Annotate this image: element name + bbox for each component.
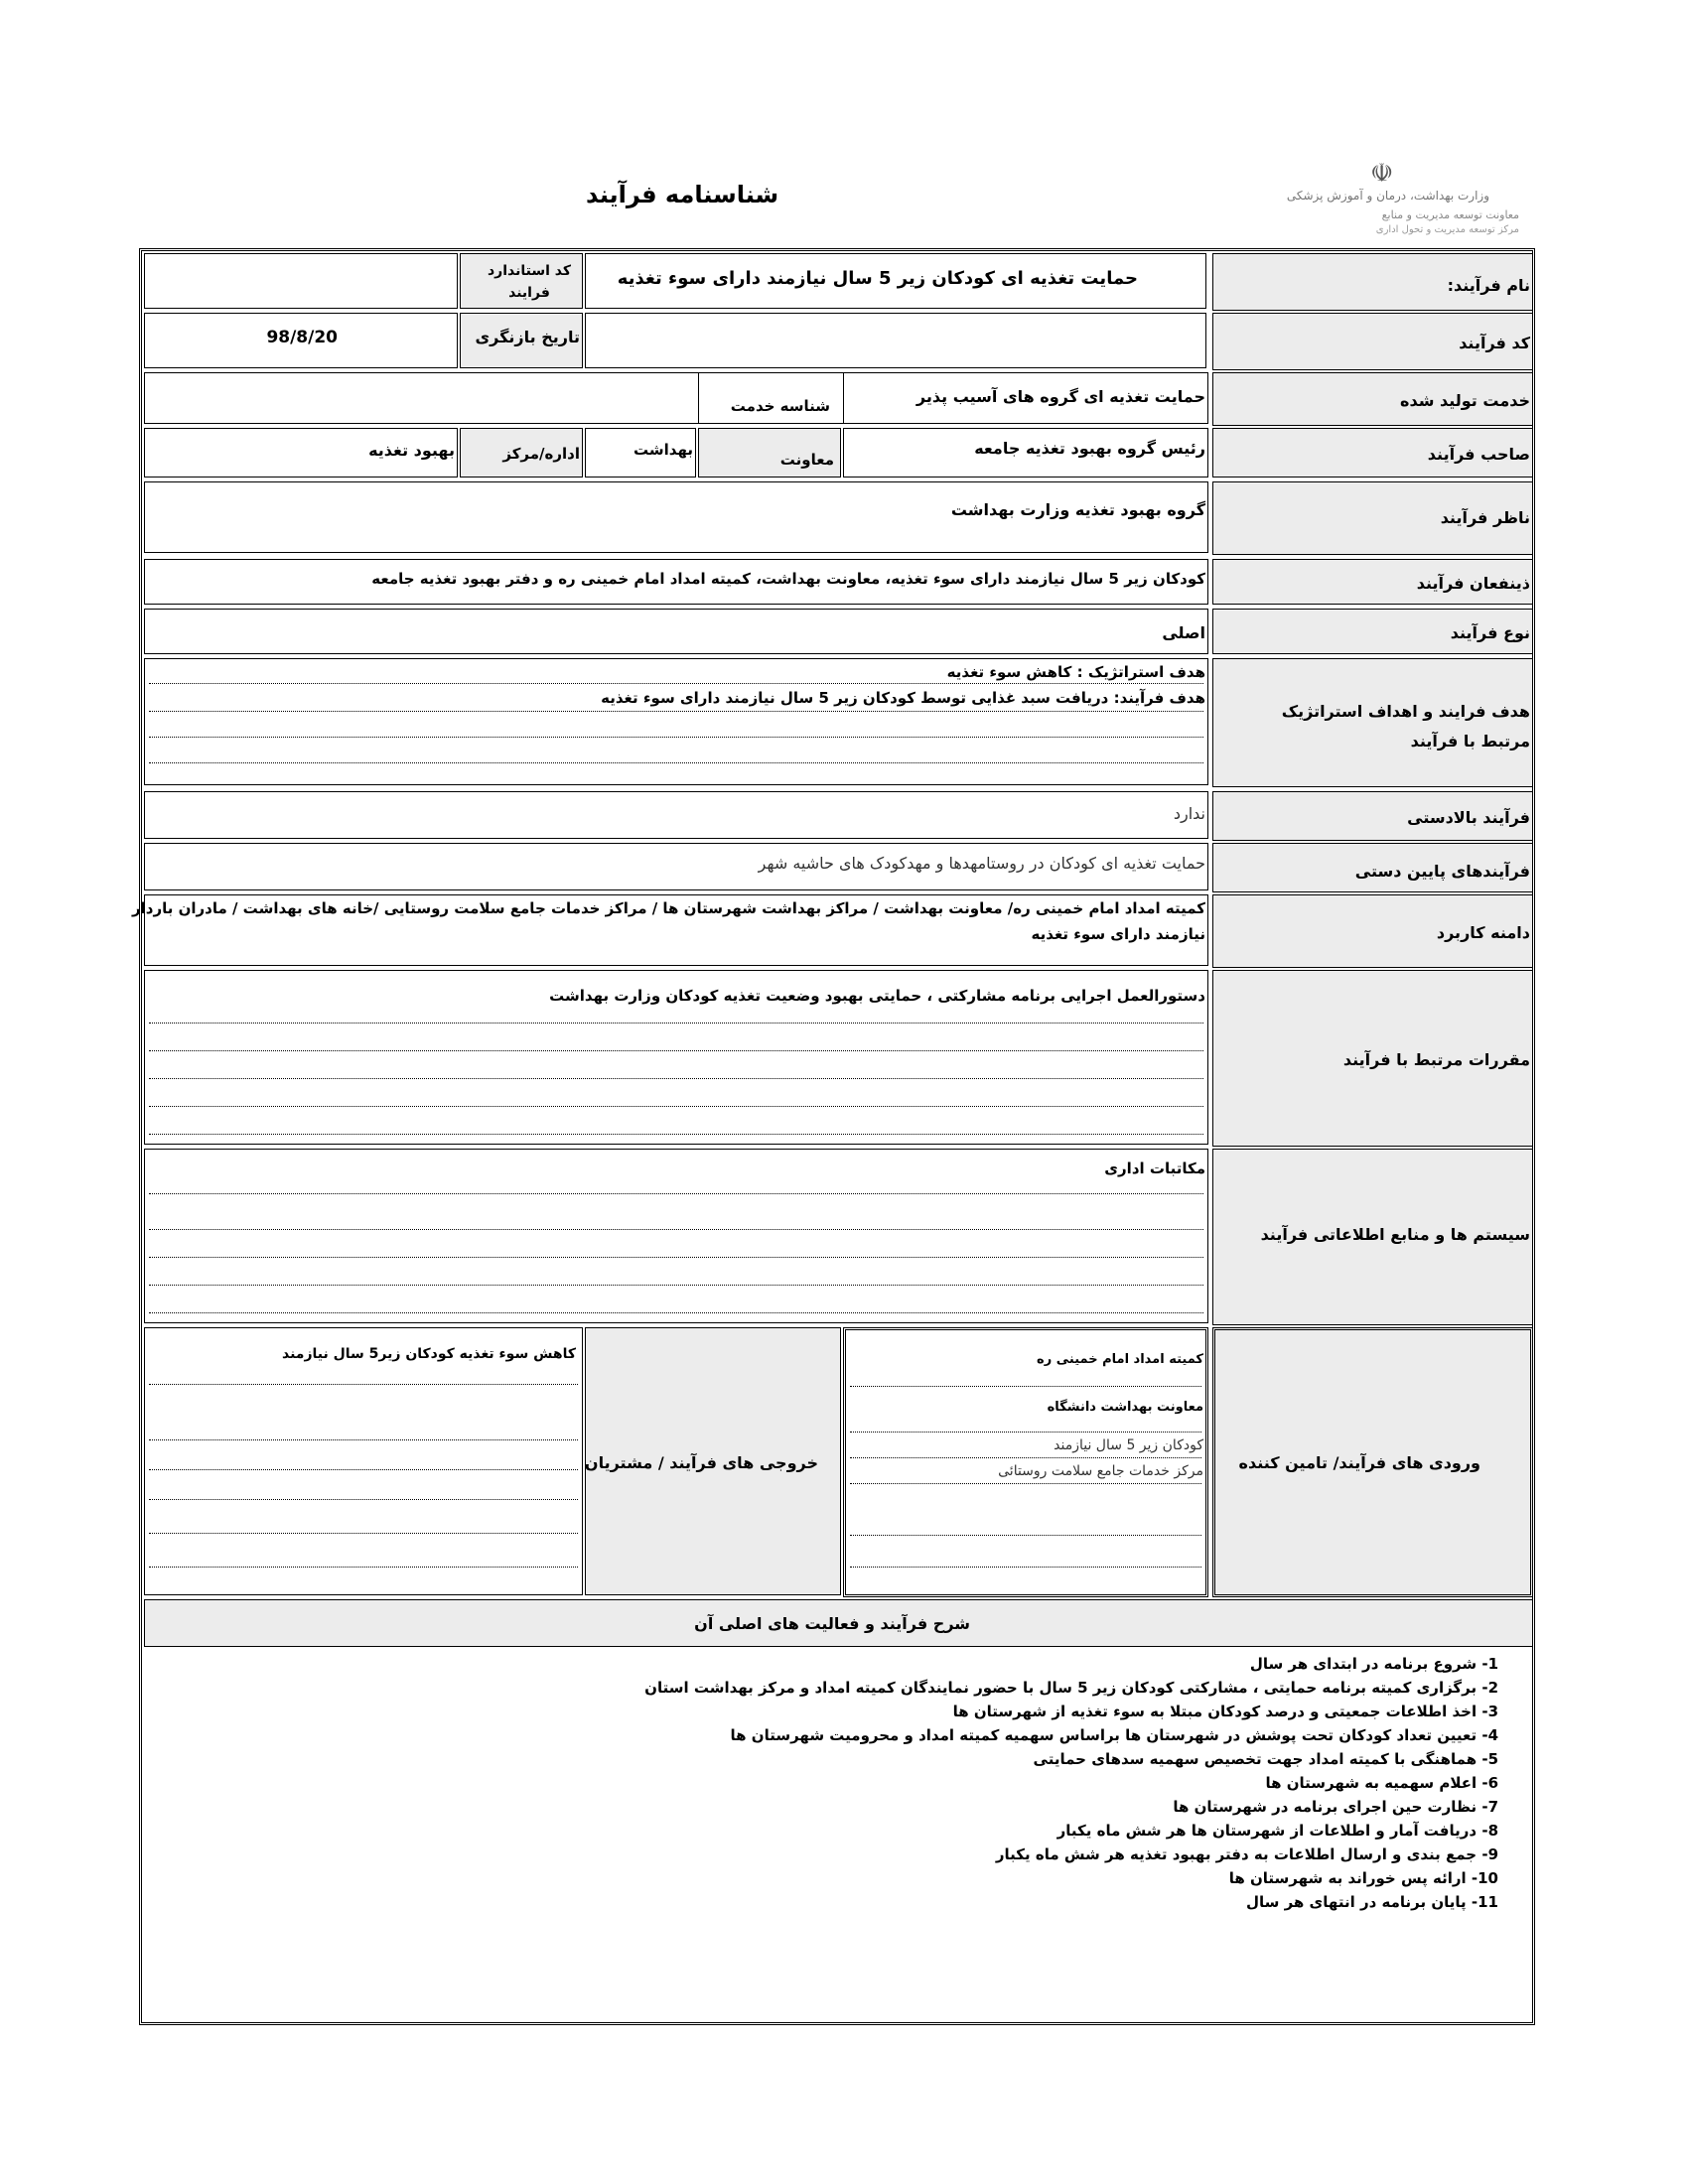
code-label: کد فرآیند [1459,334,1530,352]
inputs-label-cell [1212,1327,1533,1597]
process-form [131,248,1535,2025]
office-label: اداره/مرکز [502,445,580,463]
beneficiaries-value: کودکان زیر 5 سال نیازمند دارای سوء تغذیه، معاونت بهداشت، کمیته امداد امام خمینی ره و دفتر بهبود تغذیه جامعه [371,570,1205,588]
service-divider-2 [698,372,699,424]
type-value-cell [144,609,1208,654]
systems-label: سیستم ها و منابع اطلاعاتی فرآیند [1260,1225,1530,1244]
scope-value-cell [131,894,1208,966]
step-item: 5- هماهنگی با کمیته امداد جهت تخصیص سهمیه سدهای حمایتی [1033,1750,1498,1768]
type-label-cell [1212,609,1533,654]
supervisor-label: ناظر فرآیند [1440,508,1530,527]
regulations-value: دستورالعمل اجرایی برنامه مشارکتی ، حمایتی بهبود وضعیت تغذیه کودکان وزارت بهداشت [549,987,1205,1005]
scope-label: دامنه کاربرد [1436,923,1530,942]
step-item: 8- دریافت آمار و اطلاعات از شهرستان ها هر شش ماه یکبار [1056,1822,1498,1840]
service-label: خدمت تولید شده [1400,391,1530,410]
dotted-line [850,1567,1201,1568]
dotted-line [149,1384,578,1385]
systems-value-cell [144,1149,1208,1323]
office-value-cell [144,428,458,478]
supervisor-value: گروه بهبود تغذیه وزارت بهداشت [950,500,1205,519]
service-divider-1 [843,372,844,424]
name-value-cell [585,253,1206,309]
dotted-line [149,1499,578,1500]
systems-value: مکاتبات اداری [1104,1160,1205,1177]
dotted-line [149,737,1203,738]
regulations-label-cell [1212,970,1533,1147]
steps-list [152,1655,1498,1992]
dotted-line [149,1050,1203,1051]
dotted-line [850,1432,1201,1433]
inputs-value-cell [843,1327,1208,1597]
review-date-label: تاریخ بازنگری [475,328,580,346]
service-value-cell [144,372,1208,424]
input-item: معاونت بهداشت دانشگاه [1047,1400,1203,1415]
dotted-line [850,1483,1201,1484]
upstream-label: فرآیند بالادستی [1407,808,1530,827]
deputy-label-cell [698,428,841,478]
service-id-label: شناسه خدمت [730,397,830,415]
dotted-line [149,711,1203,712]
dotted-line [149,1023,1203,1024]
downstream-value: حمایت تغذیه ای کودکان در روستامهدها و مهدکودک های حاشیه شهر [758,854,1205,873]
office-value: بهبود تغذیه [368,441,455,460]
dotted-line [850,1535,1201,1536]
logo-line-1: وزارت بهداشت، درمان و آموزش پزشکی [1286,189,1489,203]
supervisor-label-cell [1212,481,1533,555]
std-code-label: کد استاندارد فرایند [487,263,572,301]
dotted-line [149,762,1203,763]
supervisor-value-cell [144,481,1208,553]
outputs-label: خروجی های فرآیند / مشتریان [584,1453,818,1472]
dotted-line [149,1134,1203,1135]
review-date-label-cell [460,313,583,368]
outputs-value-cell [144,1327,583,1595]
goal-process: هدف فرآیند: دریافت سبد غذایی توسط کودکان زیر 5 سال نیازمند دارای سوء تغذیه [601,689,1205,707]
input-item: مرکز خدمات جامع سلامت روستائی [998,1463,1203,1479]
downstream-label-cell [1212,843,1533,892]
ministry-logo [1261,159,1519,238]
goals-value-cell [144,658,1208,785]
owner-value: رئیس گروه بهبود تغذیه جامعه [974,439,1205,458]
owner-value-cell [843,428,1208,478]
deputy-label: معاونت [779,451,834,469]
goals-label: هدف فرایند و اهداف استراتژیک مرتبط با فرآیند [1281,702,1530,751]
dotted-line [149,1229,1203,1230]
dotted-line [149,683,1203,684]
upstream-value: ندارد [1173,804,1205,823]
dotted-line [149,1439,578,1440]
input-item: کودکان زیر 5 سال نیازمند [1054,1437,1203,1453]
goals-label-cell [1212,658,1533,787]
downstream-label: فرآیندهای پایین دستی [1354,862,1530,881]
step-item: 4- تعیین تعداد کودکان تحت پوشش در شهرستان ها براساس سهمیه کمیته امداد و محرومیت شهرستان ها [730,1726,1498,1744]
review-date-value: 98/8/20 [266,328,338,347]
upstream-value-cell [144,791,1208,839]
code-value-cell [585,313,1206,368]
owner-label-cell [1212,428,1533,478]
owner-label: صاحب فرآیند [1427,445,1530,464]
description-header-cell [144,1599,1533,1647]
emblem-icon: ☫ [1370,159,1394,189]
dotted-line [149,1078,1203,1079]
deputy-value-cell [585,428,696,478]
service-value: حمایت تغذیه ای گروه های آسیب پذیر [915,387,1205,406]
beneficiaries-label: ذینفعان فرآیند [1416,574,1530,593]
downstream-value-cell [144,843,1208,890]
step-item: 9- جمع بندی و ارسال اطلاعات به دفتر بهبود تغذیه هر شش ماه یکبار [995,1845,1498,1863]
dotted-line [149,1285,1203,1286]
dotted-line [149,1469,578,1470]
upstream-label-cell [1212,791,1533,841]
logo-line-2: معاونت توسعه مدیریت و منابع [1381,208,1519,221]
dotted-line [850,1457,1201,1458]
name-label-cell [1212,253,1533,311]
type-label: نوع فرآیند [1450,623,1530,642]
goal-strategic: هدف استراتژیک : کاهش سوء تغذیه [946,663,1205,681]
beneficiaries-label-cell [1212,559,1533,605]
review-date-value-cell [144,313,458,368]
systems-label-cell [1212,1149,1533,1325]
process-name: حمایت تغذیه ای کودکان زیر 5 سال نیازمند دارای سوء تغذیه [617,268,1138,289]
step-item: 6- اعلام سهمیه به شهرستان ها [1265,1774,1498,1792]
scope-value-line2: نیازمند دارای سوء تغذیه [1031,925,1205,943]
code-label-cell [1212,313,1533,370]
regulations-value-cell [144,970,1208,1145]
dotted-line [149,1193,1203,1194]
std-code-label-cell [460,253,583,309]
dotted-line [850,1386,1201,1387]
regulations-label: مقررات مرتبط با فرآیند [1342,1050,1530,1069]
step-item: 2- برگزاری کمیته برنامه حمایتی ، مشارکتی کودکان زیر 5 سال با حضور نمایندگان کمیته امداد و مرکز بهداشت استان [644,1679,1498,1697]
dotted-line [149,1257,1203,1258]
dotted-line [149,1312,1203,1313]
scope-label-cell [1212,894,1533,968]
inputs-label: ورودی های فرآیند/ تامین کننده [1238,1453,1480,1472]
std-code-value-cell [144,253,458,309]
description-header: شرح فرآیند و فعالیت های اصلی آن [694,1614,970,1633]
deputy-value: بهداشت [633,441,693,459]
logo-line-3: مرکز توسعه مدیریت و تحول اداری [1375,224,1519,235]
step-item: 10- ارائه پس خوراند به شهرستان ها [1228,1869,1498,1887]
office-label-cell [460,428,583,478]
step-item: 11- پایان برنامه در انتهای هر سال [1245,1893,1498,1911]
dotted-line [149,1106,1203,1107]
step-item: 3- اخذ اطلاعات جمعیتی و درصد کودکان مبتلا به سوء تغذیه از شهرستان ها [952,1703,1498,1720]
dotted-line [149,1533,578,1534]
step-item: 7- نظارت حین اجرای برنامه در شهرستان ها [1173,1798,1498,1816]
input-item: کمیته امداد امام خمینی ره [1037,1352,1203,1367]
service-label-cell [1212,372,1533,426]
outputs-value: کاهش سوء تغذیه کودکان زیر5 سال نیازمند [281,1346,576,1362]
name-label: نام فرآیند: [1447,276,1530,295]
page-title: شناسنامه فرآیند [586,181,779,208]
scope-value-line1: کمیته امداد امام خمینی ره/ معاونت بهداشت / مراکز بهداشت شهرستان ها / مراکز خدمات جامع سلامت روستایی /خانه های بهداشت / مادران باردار [131,899,1205,917]
type-value: اصلی [1162,623,1205,642]
beneficiaries-value-cell [144,559,1208,605]
outputs-label-cell [585,1327,841,1595]
step-item: 1- شروع برنامه در ابتدای هر سال [1249,1655,1498,1673]
dotted-line [149,1567,578,1568]
